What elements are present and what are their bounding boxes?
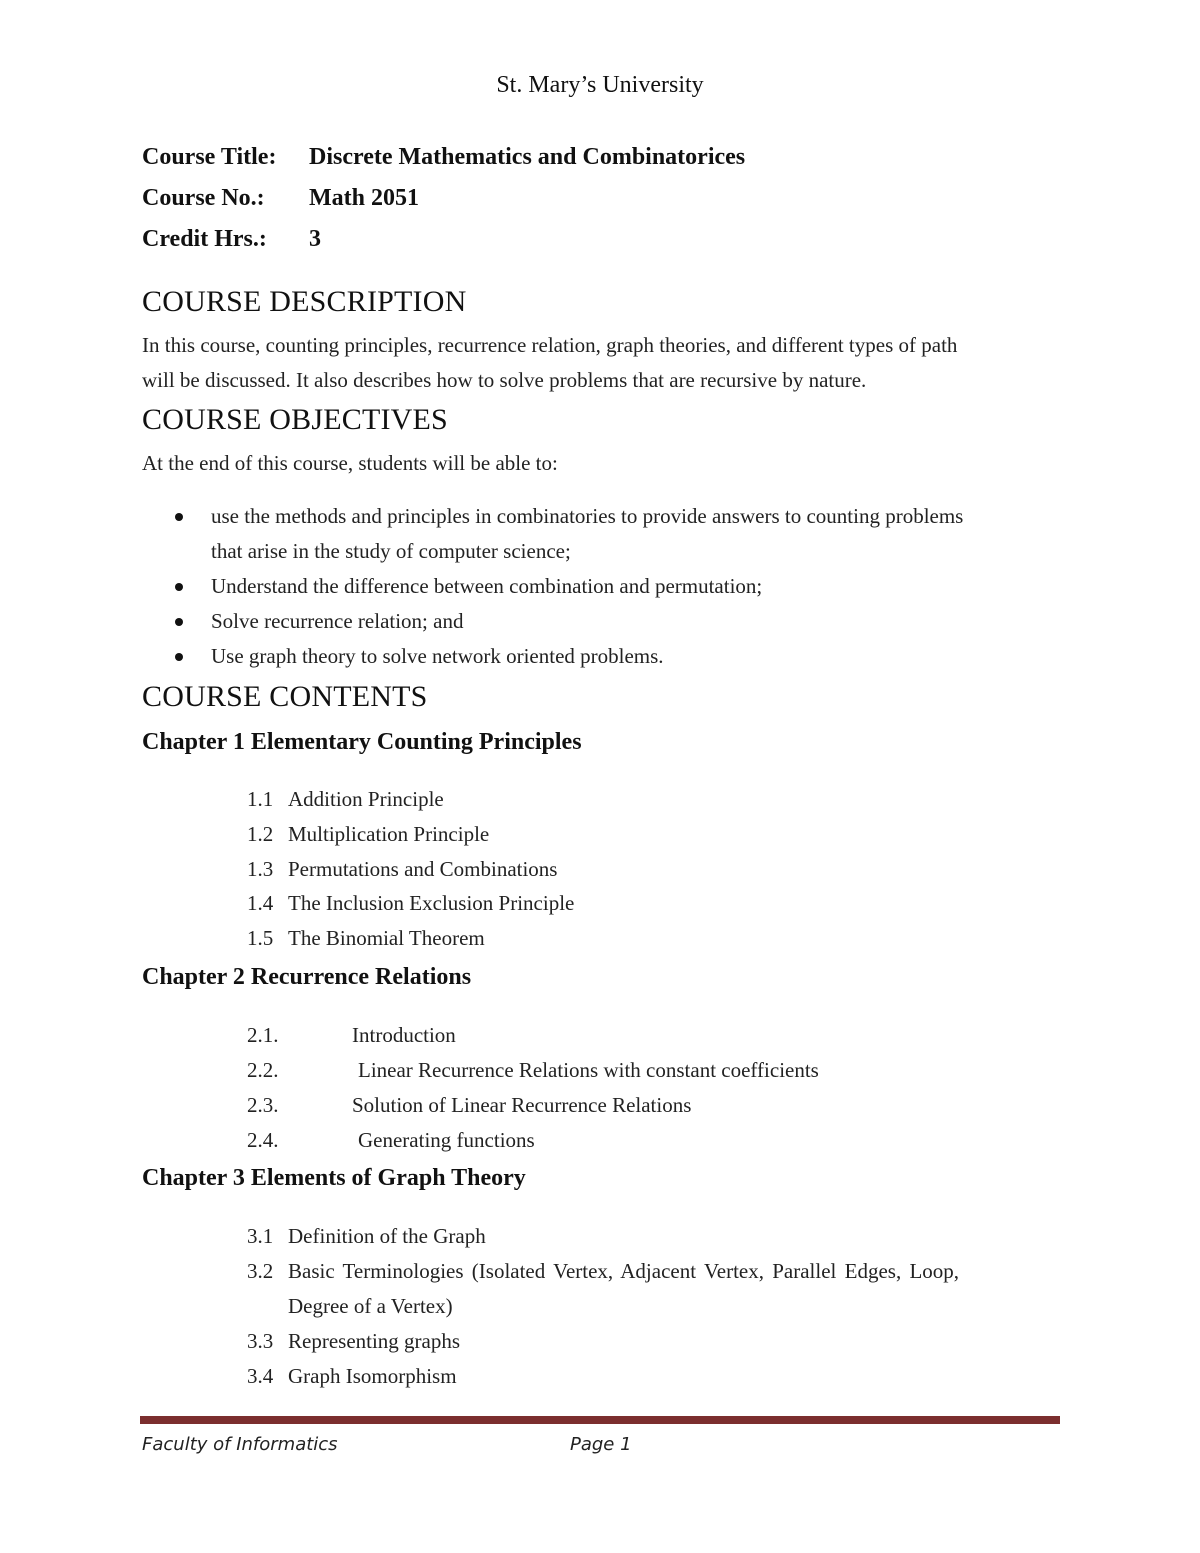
item-number: 3.2 (247, 1259, 274, 1283)
course-contents-heading: COURSE CONTENTS (142, 680, 428, 713)
item-text: The Binomial Theorem (288, 926, 485, 950)
description-line: will be discussed. It also describes how to solve problems that are recursive by nature. (142, 368, 867, 392)
item-number: 1.3 (247, 857, 274, 881)
objective-item: use the methods and principles in combinatories to provide answers to counting problems (211, 504, 964, 528)
objective-item: Use graph theory to solve network oriented problems. (211, 644, 664, 668)
bullet-icon (175, 583, 183, 591)
description-line: In this course, counting principles, recurrence relation, graph theories, and different types of path (142, 333, 958, 357)
bullet-icon (175, 513, 183, 521)
item-number: 3.1 (247, 1224, 274, 1248)
item-number: 2.4. (247, 1128, 279, 1152)
item-text: Introduction (352, 1023, 456, 1047)
item-text: The Inclusion Exclusion Principle (288, 891, 575, 915)
item-number: 1.2 (247, 822, 274, 846)
item-number: 3.4 (247, 1364, 274, 1388)
chapter-title: Chapter 1 Elementary Counting Principles (142, 729, 582, 755)
item-number: 1.1 (247, 787, 274, 811)
bullet-icon (175, 653, 183, 661)
footer-page-number: Page 1 (570, 1434, 632, 1455)
item-text: Basic Terminologies (Isolated Vertex, Adjacent Vertex, Parallel Edges, Loop, (288, 1259, 960, 1283)
course-number-value: Math 2051 (309, 185, 419, 211)
objective-item: Solve recurrence relation; and (211, 609, 464, 633)
item-text: Multiplication Principle (288, 822, 490, 846)
chapter-title: Chapter 3 Elements of Graph Theory (142, 1165, 526, 1191)
objectives-intro: At the end of this course, students will be able to: (142, 451, 558, 475)
item-number: 1.4 (247, 891, 274, 915)
credit-hours-value: 3 (309, 226, 321, 252)
footer-divider (140, 1416, 1060, 1424)
item-text: Solution of Linear Recurrence Relations (352, 1093, 692, 1117)
item-text: Representing graphs (288, 1329, 461, 1353)
item-number: 2.3. (247, 1093, 279, 1117)
chapter-title: Chapter 2 Recurrence Relations (142, 964, 472, 990)
item-number: 2.2. (247, 1058, 279, 1082)
item-number: 2.1. (247, 1023, 279, 1047)
university-name: St. Mary’s University (496, 72, 704, 98)
item-text: Permutations and Combinations (288, 857, 558, 881)
footer-faculty: Faculty of Informatics (142, 1434, 338, 1455)
objective-item: Understand the difference between combination and permutation; (211, 574, 763, 598)
objective-item-continued: that arise in the study of computer science; (211, 539, 571, 563)
item-text-continued: Degree of a Vertex) (288, 1294, 453, 1318)
item-number: 3.3 (247, 1329, 274, 1353)
course-number-label: Course No.: (142, 185, 265, 211)
credit-hours-label: Credit Hrs.: (142, 226, 267, 252)
item-number: 1.5 (247, 926, 274, 950)
course-description-heading: COURSE DESCRIPTION (142, 285, 467, 318)
course-title-label: Course Title: (142, 144, 277, 170)
item-text: Linear Recurrence Relations with constant coefficients (358, 1058, 819, 1082)
course-title-value: Discrete Mathematics and Combinatorices (309, 144, 746, 170)
item-text: Addition Principle (288, 787, 444, 811)
item-text: Generating functions (358, 1128, 535, 1152)
item-text: Definition of the Graph (288, 1224, 486, 1248)
course-objectives-heading: COURSE OBJECTIVES (142, 403, 448, 436)
item-text: Graph Isomorphism (288, 1364, 457, 1388)
bullet-icon (175, 618, 183, 626)
